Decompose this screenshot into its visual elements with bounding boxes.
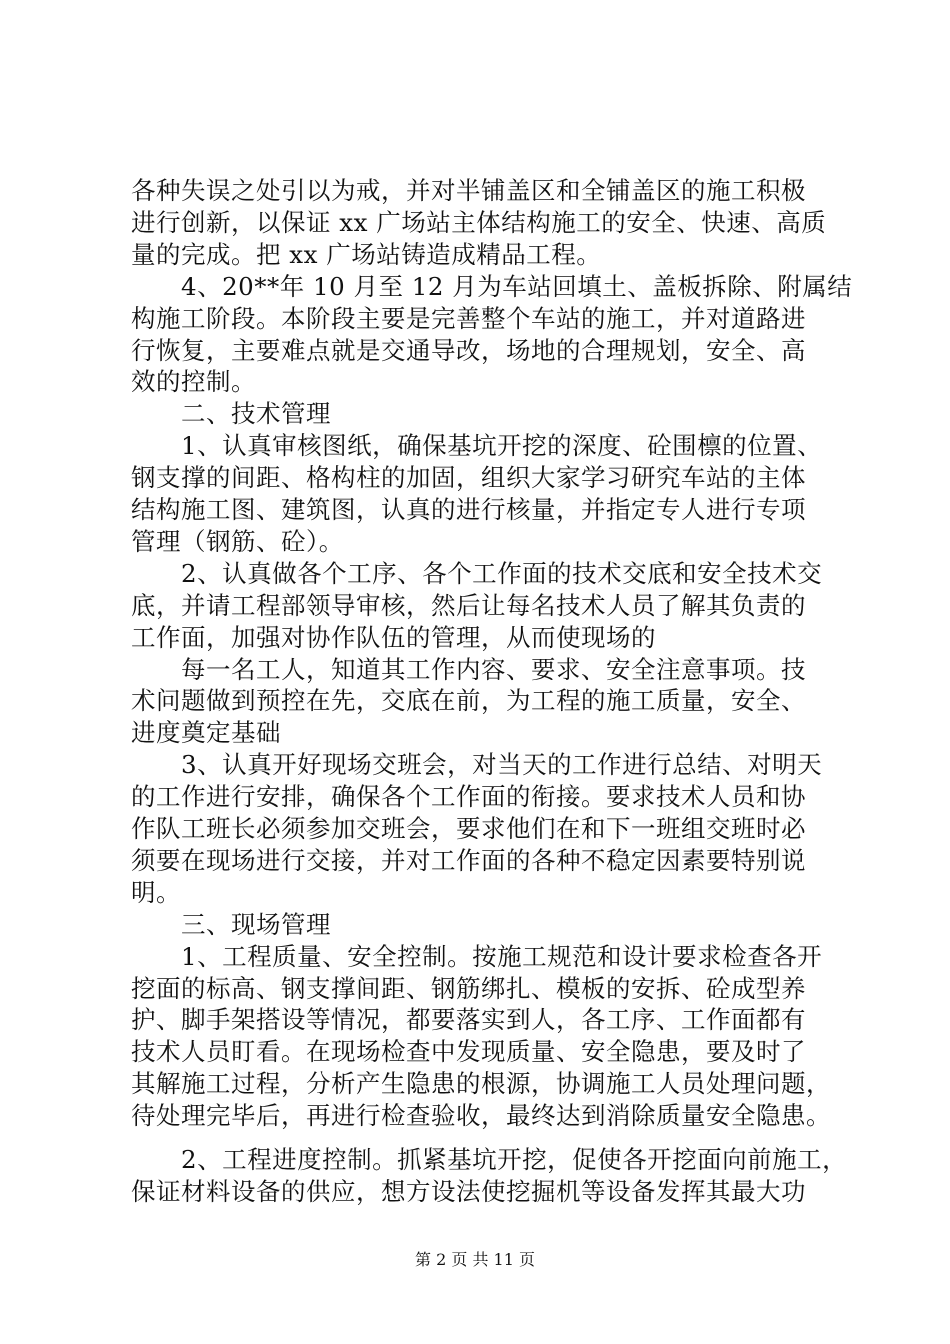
body-text-line: 结构施工图、建筑图，认真的进行核量，并指定专人进行专项 (131, 495, 806, 524)
page-footer: 第 2 页 共 11 页 (415, 1250, 535, 1269)
body-text-line: 各种失误之处引以为戒，并对半铺盖区和全铺盖区的施工积极 (131, 176, 806, 205)
body-text-line: 1、认真审核图纸，确保基坑开挖的深度、砼围檩的位置、 (181, 431, 823, 461)
body-text-line: 行恢复，主要难点就是交通导改，场地的合理规划，安全、高 (131, 335, 806, 365)
body-text-line: 量的完成。把 xx 广场站铸造成精品工程。 (131, 239, 602, 269)
body-text-line: 底，并请工程部领导审核，然后让每名技术人员了解其负责的 (131, 590, 806, 620)
body-text-line: 须要在现场进行交接，并对工作面的各种不稳定因素要特别说 (131, 845, 806, 875)
body-text-line: 2、工程进度控制。抓紧基坑开挖，促使各开挖面向前施工， (181, 1145, 848, 1174)
body-text-line: 钢支撑的间距、格构柱的加固，组织大家学习研究车站的主体 (131, 463, 806, 493)
body-text-line: 1、工程质量、安全控制。按施工规范和设计要求检查各开 (181, 941, 823, 971)
body-text-line: 工作面，加强对协作队伍的管理，从而使现场的 (131, 622, 656, 652)
body-text-line: 明。 (131, 877, 181, 907)
body-text-line: 2、认真做各个工序、各个工作面的技术交底和安全技术交 (181, 558, 823, 588)
body-text-line: 进度奠定基础 (131, 718, 281, 748)
body-text-line: 作队工班长必须参加交班会，要求他们在和下一班组交班时必 (131, 814, 806, 843)
body-text-line: 4、20**年 10 月至 12 月为车站回填土、盖板拆除、附属结 (181, 271, 853, 301)
body-text-line: 构施工阶段。本阶段主要是完善整个车站的施工，并对道路进 (131, 303, 806, 333)
body-text-line: 挖面的标高、钢支撑间距、钢筋绑扎、模板的安拆、砼成型养 (131, 973, 806, 1003)
body-text-line: 3、认真开好现场交班会，对当天的工作进行总结、对明天 (181, 750, 823, 780)
body-text-line: 待处理完毕后，再进行检查验收，最终达到消除质量安全隐患。 (131, 1101, 831, 1131)
body-text-line: 其解施工过程，分析产生隐患的根源，协调施工人员处理问题， (131, 1069, 831, 1099)
body-text-line: 效的控制。 (131, 367, 256, 397)
body-text-line: 每一名工人，知道其工作内容、要求、安全注意事项。技 (181, 654, 806, 684)
body-text-line: 护、脚手架搭设等情况，都要落实到人，各工序、工作面都有 (131, 1005, 806, 1035)
body-text-line: 保证材料设备的供应，想方设法使挖掘机等设备发挥其最大功 (131, 1176, 806, 1206)
body-text-line: 术问题做到预控在先，交底在前，为工程的施工质量，安全、 (131, 686, 806, 716)
body-text-line: 技术人员盯看。在现场检查中发现质量、安全隐患，要及时了 (131, 1037, 806, 1067)
section-heading: 二、技术管理 (181, 399, 331, 429)
body-text-line: 管理（钢筋、砼）。 (131, 526, 344, 556)
body-text-line: 进行创新，以保证 xx 广场站主体结构施工的安全、快速、高质 (131, 207, 827, 237)
body-text-line: 的工作进行安排，确保各个工作面的衔接。要求技术人员和协 (131, 782, 806, 812)
section-heading: 三、现场管理 (181, 909, 331, 939)
